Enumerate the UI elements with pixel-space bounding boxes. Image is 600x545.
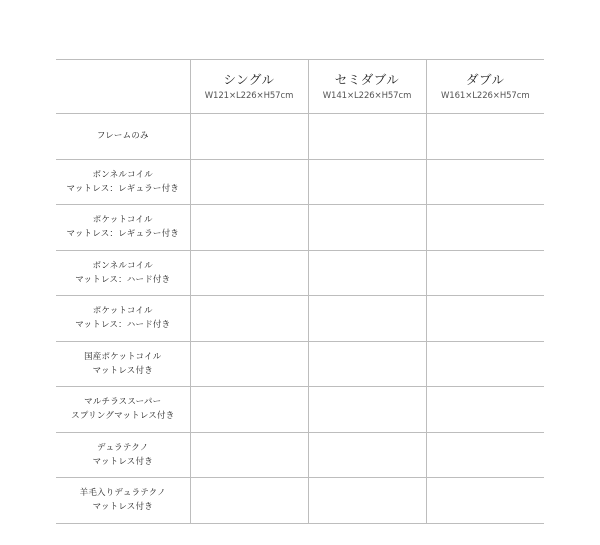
row-label-line: マットレス付き: [92, 502, 153, 513]
row-label-line: フレームのみ: [96, 131, 149, 142]
cell-single: [190, 387, 308, 433]
row-label-line: ボンネルコイル: [92, 260, 153, 271]
row-label: [56, 341, 190, 387]
column-header-single: [190, 60, 308, 114]
row-label-line: マットレス：レギュラー付き: [66, 183, 179, 194]
table-row: [56, 250, 544, 296]
cell-semi-double: [308, 478, 426, 524]
cell-semi-double: [308, 250, 426, 296]
table-row: [56, 114, 544, 160]
row-label: [56, 296, 190, 342]
size-name: シングル: [223, 71, 275, 87]
row-label-line: ボンネルコイル: [92, 169, 153, 180]
cell-single: [190, 432, 308, 478]
row-label: [56, 250, 190, 296]
cell-double: [426, 114, 544, 160]
cell-double: [426, 387, 544, 433]
row-label-line: ポケットコイル: [92, 215, 153, 226]
row-label-line: マットレス：ハード付き: [75, 320, 171, 331]
cell-double: [426, 341, 544, 387]
cell-double: [426, 296, 544, 342]
size-name: セミダブル: [334, 71, 400, 87]
table-row: [56, 159, 544, 205]
row-label-line: マットレス付き: [92, 365, 153, 376]
table-row: [56, 432, 544, 478]
size-dimensions: W161×L226×H57cm: [441, 90, 530, 101]
row-label-line: ポケットコイル: [92, 306, 153, 317]
table-row: [56, 387, 544, 433]
row-label-line: マルチラススーパー: [84, 397, 162, 408]
cell-semi-double: [308, 205, 426, 251]
row-label-line: マットレス：ハード付き: [75, 274, 171, 285]
cell-single: [190, 205, 308, 251]
row-label: [56, 387, 190, 433]
cell-semi-double: [308, 341, 426, 387]
cell-semi-double: [308, 159, 426, 205]
row-label-line: デュラテクノ: [97, 442, 149, 453]
cell-double: [426, 205, 544, 251]
cell-semi-double: [308, 387, 426, 433]
cell-semi-double: [308, 114, 426, 160]
row-label: [56, 205, 190, 251]
row-label-line: スプリングマットレス付き: [71, 411, 175, 422]
row-label-line: マットレス付き: [92, 456, 153, 467]
cell-single: [190, 478, 308, 524]
row-label: [56, 159, 190, 205]
table-row: [56, 296, 544, 342]
cell-double: [426, 478, 544, 524]
table-row: [56, 478, 544, 524]
cell-semi-double: [308, 296, 426, 342]
row-label: [56, 114, 190, 160]
cell-semi-double: [308, 432, 426, 478]
size-dimensions: W121×L226×H57cm: [204, 90, 294, 101]
size-price-table-container: [56, 59, 544, 524]
header-row: [56, 60, 544, 114]
cell-single: [190, 250, 308, 296]
cell-double: [426, 432, 544, 478]
column-header-double: [426, 60, 544, 114]
cell-single: [190, 296, 308, 342]
column-header-semi-double: [308, 60, 426, 114]
cell-single: [190, 159, 308, 205]
table-row: [56, 205, 544, 251]
row-label-line: マットレス：レギュラー付き: [66, 229, 179, 240]
row-label: [56, 478, 190, 524]
size-price-table: [56, 59, 544, 524]
table-row: [56, 341, 544, 387]
row-label-line: 国産ポケットコイル: [84, 351, 162, 362]
row-label: [56, 432, 190, 478]
size-name: ダブル: [465, 71, 505, 87]
row-label-line: 羊毛入りデュラテクノ: [79, 488, 166, 499]
size-dimensions: W141×L226×H57cm: [322, 90, 412, 101]
cell-single: [190, 114, 308, 160]
cell-double: [426, 250, 544, 296]
cell-double: [426, 159, 544, 205]
header-corner-cell: [56, 60, 190, 114]
cell-single: [190, 341, 308, 387]
